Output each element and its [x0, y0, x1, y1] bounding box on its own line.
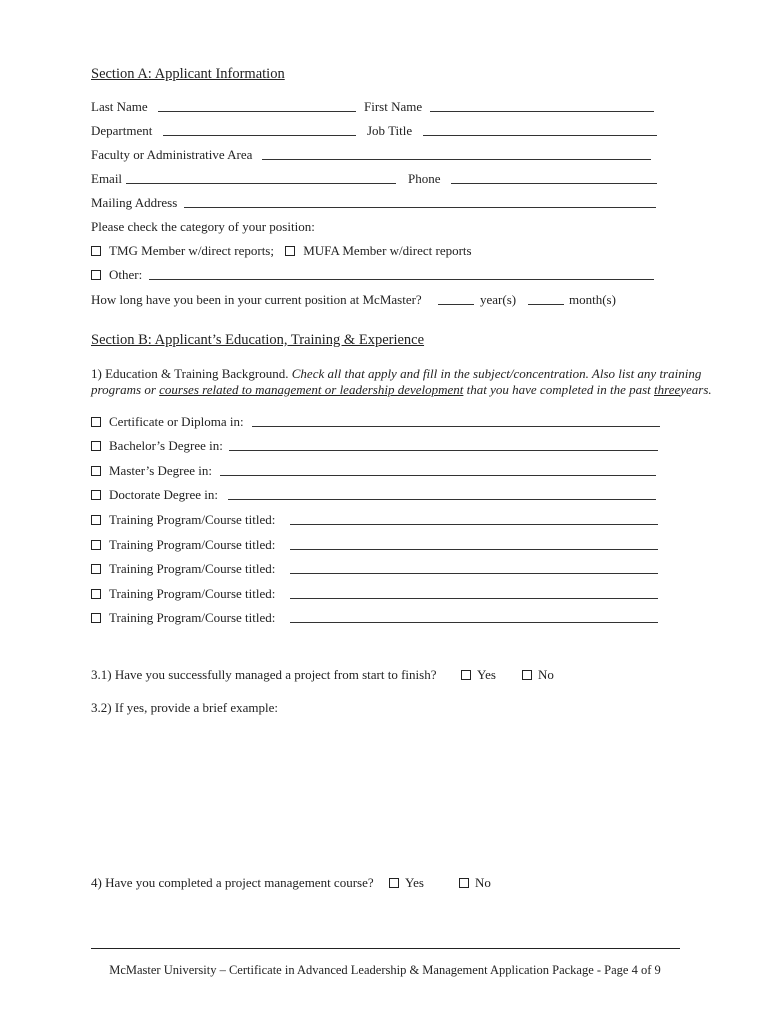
education-intro-plain: 1) Education & Training Background. — [91, 366, 289, 381]
years-label: year(s) — [480, 292, 517, 307]
mufa-label: MUFA Member w/direct reports — [303, 243, 472, 258]
first-name-field[interactable] — [430, 111, 654, 112]
question-3-1: 3.1) Have you successfully managed a project from start to finish? — [91, 667, 437, 682]
education-item — [91, 512, 275, 528]
q4-no-checkbox[interactable] — [459, 878, 469, 888]
mailing-label: Mailing Address — [91, 195, 178, 210]
other-field[interactable] — [149, 279, 654, 280]
category-prompt: Please check the category of your position: — [91, 219, 315, 234]
education-item-checkbox[interactable] — [91, 490, 101, 500]
education-item — [91, 537, 275, 553]
q32-answer-area[interactable] — [91, 722, 661, 862]
phone-label: Phone — [408, 171, 441, 186]
mufa-checkbox[interactable] — [285, 246, 295, 256]
education-item-checkbox[interactable] — [91, 564, 101, 574]
section-b-title: Section B: Applicant’s Education, Training & Experience — [91, 332, 425, 348]
education-intro-line1 — [91, 366, 701, 382]
mailing-field[interactable] — [184, 207, 656, 208]
how-long-label: How long have you been in your current position at McMaster? — [91, 292, 422, 307]
last-name-label: Last Name — [91, 99, 148, 114]
q31-no-checkbox[interactable] — [522, 670, 532, 680]
q4-no-option — [459, 875, 491, 891]
education-item-field[interactable] — [290, 573, 658, 574]
education-item-label: Training Program/Course titled: — [109, 512, 276, 527]
footer-divider — [91, 948, 680, 949]
education-item-field[interactable] — [290, 622, 658, 623]
education-item — [91, 561, 275, 577]
education-intro-italic2c: years. — [680, 382, 712, 397]
education-intro-underlined: courses related to management or leadership development — [159, 382, 464, 397]
job-title-field[interactable] — [423, 135, 657, 136]
tmg-checkbox[interactable] — [91, 246, 101, 256]
other-row — [91, 267, 142, 283]
education-item — [91, 586, 275, 602]
education-item-label: Master’s Degree in: — [109, 463, 213, 478]
question-3-2: 3.2) If yes, provide a brief example: — [91, 700, 278, 715]
faculty-field[interactable] — [262, 159, 651, 160]
education-item — [91, 610, 275, 626]
education-item-field[interactable] — [252, 426, 660, 427]
last-name-field[interactable] — [158, 111, 356, 112]
category-options-row — [91, 243, 472, 259]
education-item-checkbox[interactable] — [91, 441, 101, 451]
tmg-label: TMG Member w/direct reports; — [109, 243, 274, 258]
education-item-field[interactable] — [290, 524, 658, 525]
education-item-field[interactable] — [290, 549, 658, 550]
other-label: Other: — [109, 267, 143, 282]
q4-yes-checkbox[interactable] — [389, 878, 399, 888]
education-intro-italic2b: that you have completed in the past — [466, 382, 651, 397]
email-field[interactable] — [126, 183, 396, 184]
education-item-checkbox[interactable] — [91, 466, 101, 476]
education-item — [91, 463, 212, 479]
education-item-checkbox[interactable] — [91, 589, 101, 599]
education-item-checkbox[interactable] — [91, 540, 101, 550]
faculty-label: Faculty or Administrative Area — [91, 147, 253, 162]
months-label: month(s) — [569, 292, 616, 307]
phone-field[interactable] — [451, 183, 657, 184]
education-item-label: Training Program/Course titled: — [109, 537, 276, 552]
months-field[interactable] — [528, 304, 564, 305]
question-4: 4) Have you completed a project management course? — [91, 875, 374, 890]
education-intro-three: three — [654, 382, 681, 397]
q31-yes-checkbox[interactable] — [461, 670, 471, 680]
other-checkbox[interactable] — [91, 270, 101, 280]
q4-no-label: No — [475, 875, 491, 890]
email-label: Email — [91, 171, 123, 186]
education-item-label: Training Program/Course titled: — [109, 610, 276, 625]
q4-yes-option — [389, 875, 424, 891]
education-item — [91, 414, 244, 430]
education-item-label: Training Program/Course titled: — [109, 586, 276, 601]
department-field[interactable] — [163, 135, 356, 136]
first-name-label: First Name — [364, 99, 423, 114]
section-a-title: Section A: Applicant Information — [91, 66, 285, 82]
education-item-checkbox[interactable] — [91, 613, 101, 623]
education-intro-italic1: Check all that apply and fill in the subject/concentration. Also list any training — [291, 366, 702, 381]
education-item-field[interactable] — [290, 598, 658, 599]
education-intro-line2 — [91, 382, 712, 398]
education-item-field[interactable] — [228, 499, 656, 500]
job-title-label: Job Title — [367, 123, 413, 138]
education-item — [91, 438, 223, 454]
q31-yes-option — [461, 667, 496, 683]
q4-yes-label: Yes — [405, 875, 424, 890]
education-item-label: Training Program/Course titled: — [109, 561, 276, 576]
education-item-field[interactable] — [229, 450, 658, 451]
q31-yes-label: Yes — [477, 667, 496, 682]
department-label: Department — [91, 123, 153, 138]
education-item-checkbox[interactable] — [91, 515, 101, 525]
q31-no-option — [522, 667, 554, 683]
education-item-label: Doctorate Degree in: — [109, 487, 219, 502]
years-field[interactable] — [438, 304, 474, 305]
education-item-label: Bachelor’s Degree in: — [109, 438, 223, 453]
page-footer: McMaster University – Certificate in Advanced Leadership & Management Application Package - Page 4 of 9 — [109, 963, 661, 977]
education-intro-italic2a: programs or — [91, 382, 156, 397]
education-item-checkbox[interactable] — [91, 417, 101, 427]
q31-no-label: No — [538, 667, 554, 682]
education-item — [91, 487, 218, 503]
education-item-label: Certificate or Diploma in: — [109, 414, 244, 429]
education-item-field[interactable] — [220, 475, 656, 476]
